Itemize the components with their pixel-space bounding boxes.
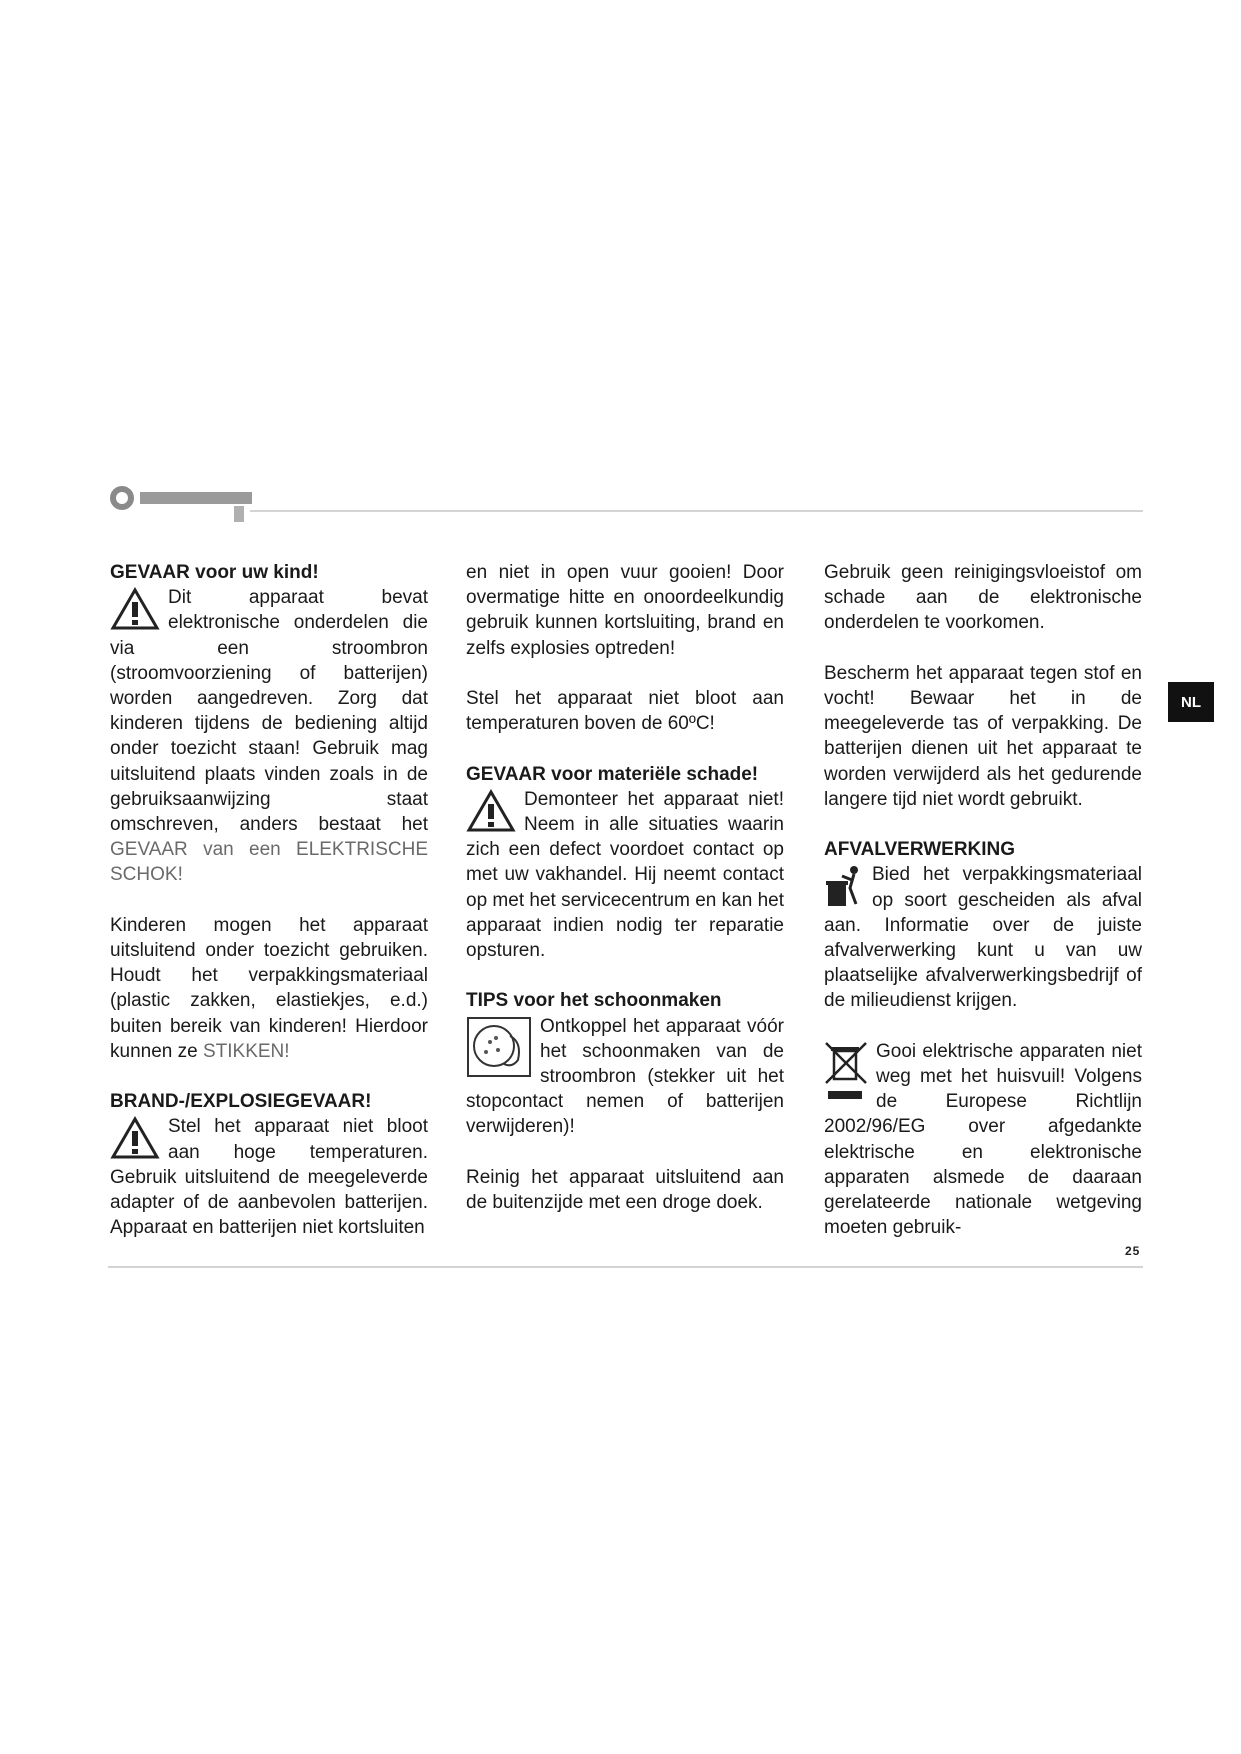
heading-material-damage: GEVAAR voor materiële schade! <box>466 763 759 785</box>
heading-fire-explosion: BRAND-/EXPLOSIEGEVAAR! <box>110 1091 372 1113</box>
heading-child-danger: GEVAAR voor uw kind! <box>110 562 319 583</box>
packaging-disposal-text: Bied het verpakkingsmateriaal op soort gescheiden als afval aan. Informatie over de juiste afvalverwerking kunt u van uw plaatselijke afvalverwerkingsbedrijf of de milieudienst krijgen. <box>824 864 1142 1012</box>
dust-moisture-text: Bescherm het apparaat tegen stof en vocht! Bewaar het in de meegeleverde tas of verpakking. De batterijen dienen uit het apparaat te worden verwijderd als het gedurende langere tijd niet wordt gebruikt. <box>824 662 1142 810</box>
children-supervision-text: Kinderen mogen het apparaat uitsluitend onder toezicht gebruiken. Houdt het verpakkingsmateriaal (plastic zakken, elastiekjes, e.d.) buiten bereik van kinderen! Hierdoor kunnen ze STIKKEN! <box>110 914 428 1062</box>
column-3 <box>824 560 1142 1240</box>
crossed-bin-icon <box>824 1041 868 1103</box>
page-number: 25 <box>1125 1244 1141 1258</box>
column-2 <box>466 560 784 1215</box>
header-rule <box>250 510 1143 512</box>
cleaning-disconnect-text: Ontkoppel het apparaat vóór het schoonmaken van de stroombron (stekker uit het stopcontact nemen of batterijen verwijderen)! <box>466 1015 784 1138</box>
temperature-text: Stel het apparaat niet bloot aan temperaturen boven de 60ºC! <box>466 688 784 735</box>
column-1 <box>110 560 428 1240</box>
fire-continued-text: en niet in open vuur gooien! Door overmatige hitte en onoordeelkundig gebruik kunnen kortsluiting, brand en zelfs explosies optreden! <box>466 562 784 659</box>
child-danger-text: Dit apparaat bevat elektronische onderdelen die via een stroombron (stroomvoorziening of batterijen) worden aangedreven. Zorg dat kinderen tijdens de bediening altijd onder toezicht staan! Gebruik mag uitsluitend plaats vinden zoals in de gebruiksaanwijzing staat omschreven, anders bestaat het GEVAAR van een ELEKTRISCHE SCHOK! <box>110 587 428 886</box>
suffocation-warning: STIKKEN! <box>202 1040 290 1062</box>
electric-shock-warning: GEVAAR van een ELEKTRISCHE SCHOK! <box>110 839 428 886</box>
warning-triangle-icon <box>466 789 516 833</box>
fire-explosion-text: Stel het apparaat niet bloot aan hoge temperaturen. Gebruik uitsluitend de meegeleverde adapter of de aanbevolen batterijen. Apparaat en batterijen niet kortsluiten <box>110 1116 428 1239</box>
no-cleaning-fluid-text: Gebruik geen reinigingsvloeistof om schade aan de elektronische onderdelen te voorkomen. <box>824 562 1142 634</box>
warning-triangle-icon <box>110 587 160 631</box>
material-damage-text: Demonteer het apparaat niet! Neem in alle situaties waarin zich een defect voordoet contact op met uw vakhandel. Hij neemt contact op met het servicecentrum en kan het apparaat indien nodig ter reparatie opsturen. <box>466 788 784 962</box>
bresser-logo <box>108 480 258 528</box>
recycle-bin-person-icon <box>824 864 864 908</box>
footer-rule <box>108 1266 1143 1268</box>
language-tab: NL <box>1168 682 1214 722</box>
heading-cleaning-tips: TIPS voor het schoonmaken <box>466 990 722 1012</box>
warning-triangle-icon <box>110 1116 160 1160</box>
weee-directive-text: Gooi elektrische apparaten niet weg met het huisvuil! Volgens de Europese Richtlijn 2002/96/EG over afgedankte elektrische en elektronische apparaten alsmede de daaraan gerelateerde nationale wetgeving moeten gebruik- <box>824 1040 1142 1239</box>
cleaning-wipe-text: Reinig het apparaat uitsluitend aan de buitenzijde met een droge doek. <box>466 1166 784 1214</box>
heading-waste-disposal: AFVALVERWERKING <box>824 839 1016 861</box>
cleaning-cloth-icon <box>466 1016 532 1078</box>
